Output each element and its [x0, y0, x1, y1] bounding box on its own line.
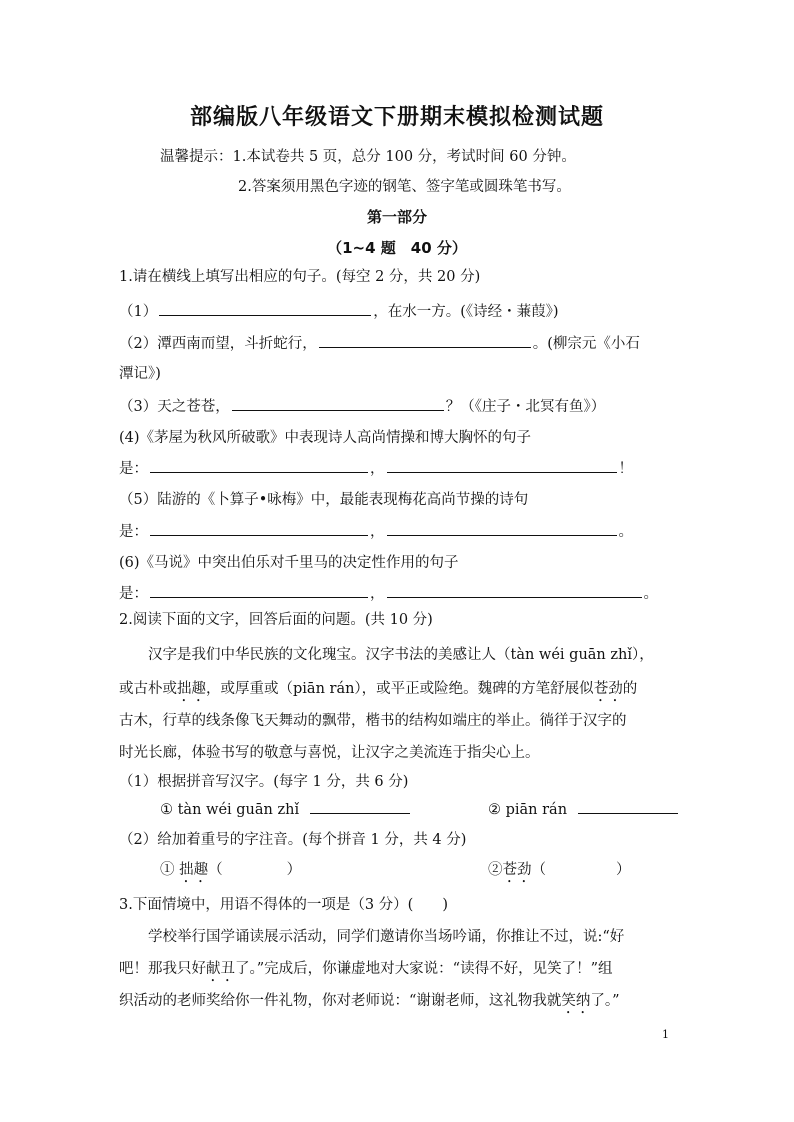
q1-item-5-end: 。 [618, 524, 633, 540]
emphasis-char-qu: 趣 [193, 862, 209, 878]
q1-item-2 [119, 332, 640, 353]
q1-item-4-comma: ， [370, 461, 385, 477]
q1-item-5-blank-1[interactable] [150, 534, 368, 536]
emphasis-char-chou: 丑 [220, 961, 235, 977]
emphasis-char-jin: 劲 [517, 862, 532, 878]
q3-passage-text: 吧！那我只好 [119, 961, 206, 977]
emphasis-char-jin: 劲 [608, 681, 623, 697]
q1-item-1-text: ，在水一方。(《诗经・蒹葭》) [373, 304, 559, 320]
q1-item-3-source: ？（《庄子・北冥有鱼》） [445, 399, 606, 415]
emphasis-char-zhuo: 拙 [179, 862, 194, 878]
q2-passage-line-3: 古木，行草的线条像飞天舞动的飘带，楷书的结构如端庄的举止。徜徉于汉字的 [119, 713, 627, 729]
q2-passage-line-4: 时光长廊，体验书写的敬意与喜悦，让汉字之美流连于指尖心上。 [119, 745, 540, 761]
q2-sub-1-a-blank[interactable] [310, 812, 410, 814]
q1-item-2-cont: 潭记》) [119, 366, 161, 382]
q1-item-2-source: 。(柳宗元《小石 [532, 336, 640, 352]
q1-item-4-blank-2[interactable] [387, 471, 617, 473]
q1-item-1-number: （1） [119, 304, 158, 320]
emphasis-char-zhuo: 拙 [177, 681, 192, 697]
answer-paren-open: （ [208, 862, 223, 878]
page-number: 1 [662, 1028, 669, 1041]
q3-passage-line-3 [119, 984, 620, 1018]
q2-sub-2-a [160, 858, 301, 886]
q2-passage-text: 的 [622, 681, 638, 697]
q2-sub-1-a-pinyin: ① tàn wéi guān zhǐ [160, 802, 300, 818]
q1-item-4-end: ！ [618, 461, 633, 477]
q1-item-4-prompt: (4)《茅屋为秋风所破歌》中表现诗人高尚情操和博大胸怀的句子 [119, 430, 532, 446]
page-title: 部编版八年级语文下册期末模拟检测试题 [189, 105, 604, 130]
q1-item-6-answer [119, 582, 658, 603]
emphasis-char-na: 纳 [575, 993, 591, 1009]
q2-sub-1-a [160, 802, 412, 818]
q1-item-5-answer [119, 520, 633, 541]
emphasis-char-xian: 献 [206, 961, 221, 977]
q1-item-6-comma: ， [370, 586, 385, 602]
q2-sub-1-b [488, 802, 680, 818]
q1-item-2-text: （2）潭西南而望，斗折蛇行， [119, 336, 317, 352]
q3-passage-line-1: 学校举行国学诵读展示活动，同学们邀请你当场吟诵，你推让不过，说:“好 [148, 929, 625, 945]
q1-item-6-end: 。 [643, 586, 658, 602]
answer-paren-close: ） [286, 862, 302, 878]
q1-item-6-prompt: (6)《马说》中突出伯乐对千里马的决定性作用的句子 [119, 555, 459, 571]
emphasis-char-xiao: 笑 [561, 993, 576, 1009]
q2-sub-1-b-pinyin: ② piān rán [488, 802, 568, 818]
answer-paren-open: （ [531, 862, 546, 878]
q2-stem: 2.阅读下面的文字，回答后面的问题。(共 10 分) [119, 612, 433, 628]
q1-item-2-blank[interactable] [319, 346, 531, 348]
notice-line-1: 温馨提示：1.本试卷共 5 页，总分 100 分，考试时间 60 分钟。 [160, 149, 576, 165]
q3-stem: 3.下面情境中，用语不得体的一项是（3 分）( ) [119, 897, 448, 913]
q2-passage-text: 或古朴或 [119, 681, 177, 697]
q1-item-3-blank[interactable] [232, 409, 444, 411]
q2-passage-text: ，或厚重或（piān rán），或平正或险绝。魏碑的方笔舒展似 [206, 681, 594, 697]
q2-sub-2: （2）给加着重号的字注音。(每个拼音 1 分，共 4 分) [119, 832, 467, 848]
q2-sub-2-a-number: ① [160, 862, 175, 878]
q2-sub-2-b [488, 858, 631, 886]
q2-passage-line-1: 汉字是我们中华民族的文化瑰宝。汉字书法的美感让人（tàn wéi guān zhǐ）， [148, 647, 654, 663]
q1-stem: 1.请在横线上填写出相应的句子。(每空 2 分，共 20 分) [119, 269, 481, 285]
emphasis-char-cang: 苍 [502, 862, 517, 878]
q1-item-3 [119, 395, 605, 416]
q1-item-6-blank-1[interactable] [150, 596, 368, 598]
q1-item-5-prompt: （5）陆游的《卜算子•咏梅》中，最能表现梅花高尚节操的诗句 [119, 492, 529, 508]
q1-item-4-blank-1[interactable] [150, 471, 368, 473]
answer-paren-close: ） [616, 862, 631, 878]
q1-item-4-lead: 是： [119, 461, 148, 477]
q3-passage-text: 了。” [590, 993, 620, 1009]
q1-item-5-comma: ， [370, 524, 385, 540]
q1-item-1 [119, 300, 559, 321]
q3-passage-text: 织活动的老师奖给你一件礼物，你对老师说：“谢谢老师，这礼物我就 [119, 993, 562, 1009]
q1-item-6-blank-2[interactable] [387, 596, 642, 598]
q2-sub-2-b-number: ② [488, 862, 503, 878]
q2-sub-1-b-blank[interactable] [578, 812, 678, 814]
emphasis-char-qu: 趣 [191, 681, 206, 697]
part-subheading: （1~4 题 40 分） [327, 239, 467, 257]
part-heading: 第一部分 [366, 208, 427, 226]
q3-passage-line-2 [119, 952, 613, 986]
q1-item-5-lead: 是： [119, 524, 148, 540]
emphasis-char-cang: 苍 [593, 681, 609, 697]
q1-item-3-text: （3）天之苍苍， [119, 399, 230, 415]
notice-line-2: 2.答案须用黑色字迹的钢笔、签字笔或圆珠笔书写。 [238, 179, 571, 195]
q1-item-1-blank[interactable] [159, 314, 371, 316]
q2-passage-line-2 [119, 672, 637, 706]
q1-item-5-blank-2[interactable] [387, 534, 617, 536]
q2-sub-1: （1）根据拼音写汉字。(每字 1 分，共 6 分) [119, 774, 409, 790]
q3-passage-text: 了。”完成后，你谦虚地对大家说：“读得不好，见笑了！”组 [235, 961, 613, 977]
q1-item-6-lead: 是： [119, 586, 148, 602]
q1-item-4-answer [119, 457, 633, 478]
